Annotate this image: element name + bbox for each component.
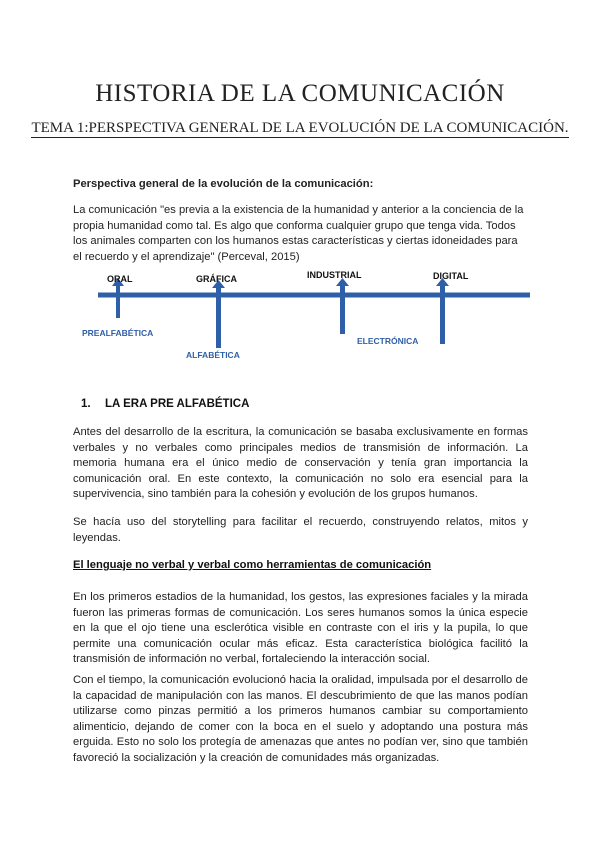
- section-1-heading: [73, 398, 249, 410]
- section-1-paragraph-1: Antes del desarrollo de la escritura, la comunicación se basaba exclusivamente en formas verbales y no verbales como principales medios de transmisión de información. La memoria humana era el único medio de conservación y tenía gran importancia la comunicación oral. En este contexto, la comunicación no solo era esencial para la supervivencia, sino también para la cohesión y evolución de los grupos humanos.: [73, 426, 528, 501]
- section-1-title: LA ERA PRE ALFABÉTICA: [105, 398, 250, 410]
- timeline-label-alfabetica: ALFABÉTICA: [186, 350, 240, 360]
- grafica-arrow-shaft: [216, 286, 221, 348]
- intro-heading: Perspectiva general de la evolución de la comunicación:: [73, 178, 374, 190]
- timeline-label-oral: ORAL: [107, 274, 133, 284]
- oral-arrow-shaft: [116, 284, 120, 318]
- industrial-arrow-shaft: [340, 284, 345, 334]
- timeline-label-industrial: INDUSTRIAL: [307, 270, 362, 280]
- document-title: HISTORIA DE LA COMUNICACIÓN: [95, 80, 505, 107]
- communication-timeline: [70, 266, 540, 366]
- section-1-number: 1.: [81, 398, 91, 410]
- timeline-label-prealfabetica: PREALFABÉTICA: [82, 328, 154, 338]
- timeline-graphic: [70, 266, 540, 366]
- section-2-paragraph-1: En los primeros estadios de la humanidad, los gestos, las expresiones faciales y la mirada fueron las primeras formas de comunicación. Los seres humanos somos la única especie en la que el ojo tiene una esclerótica visible en contraste con el iris y la pupila, lo que permite una comunicación ocular más eficaz. Esta característica biológica facilitó la transmisión de información no verbal, fortaleciendo la interacción social.: [73, 591, 528, 666]
- timeline-label-grafica: GRÁFICA: [196, 274, 237, 284]
- intro-paragraph: La comunicación "es previa a la existencia de la humanidad y anterior a la conciencia de la propia humanidad como tal. Es algo que conforma cualquier grupo que tenga vida. Todos los animales comparten con los humanos estas características y ciertas idoneidades para el recuerdo y el aprendizaje" (Perceval, 2015): [73, 204, 524, 263]
- document-subtitle: [0, 120, 600, 137]
- section-2-paragraph-2: Con el tiempo, la comunicación evolucionó hacia la oralidad, impulsada por el desarrollo de la capacidad de manipulación con las manos. El descubrimiento de que las manos podían utilizarse como pinzas permitió a los primeros humanos cambiar su comportamiento alimenticio, dejando de comer con la boca en el suelo y adoptando una postura más erguida. Esto no solo los protegía de amenazas que antes no podían ver, sino que también favoreció la socialización y la creación de comunidades más organizadas.: [73, 674, 528, 764]
- timeline-label-electronica: ELECTRÓNICA: [357, 336, 419, 346]
- digital-arrow-shaft: [440, 284, 445, 344]
- section-2-heading: El lenguaje no verbal y verbal como herramientas de comunicación: [73, 559, 432, 571]
- section-1-paragraph-2: Se hacía uso del storytelling para facilitar el recuerdo, construyendo relatos, mitos y leyendas.: [73, 516, 528, 544]
- subtitle-text: TEMA 1:PERSPECTIVA GENERAL DE LA EVOLUCIÓN DE LA COMUNICACIÓN.: [31, 120, 569, 136]
- timeline-label-digital: DIGITAL: [433, 271, 469, 281]
